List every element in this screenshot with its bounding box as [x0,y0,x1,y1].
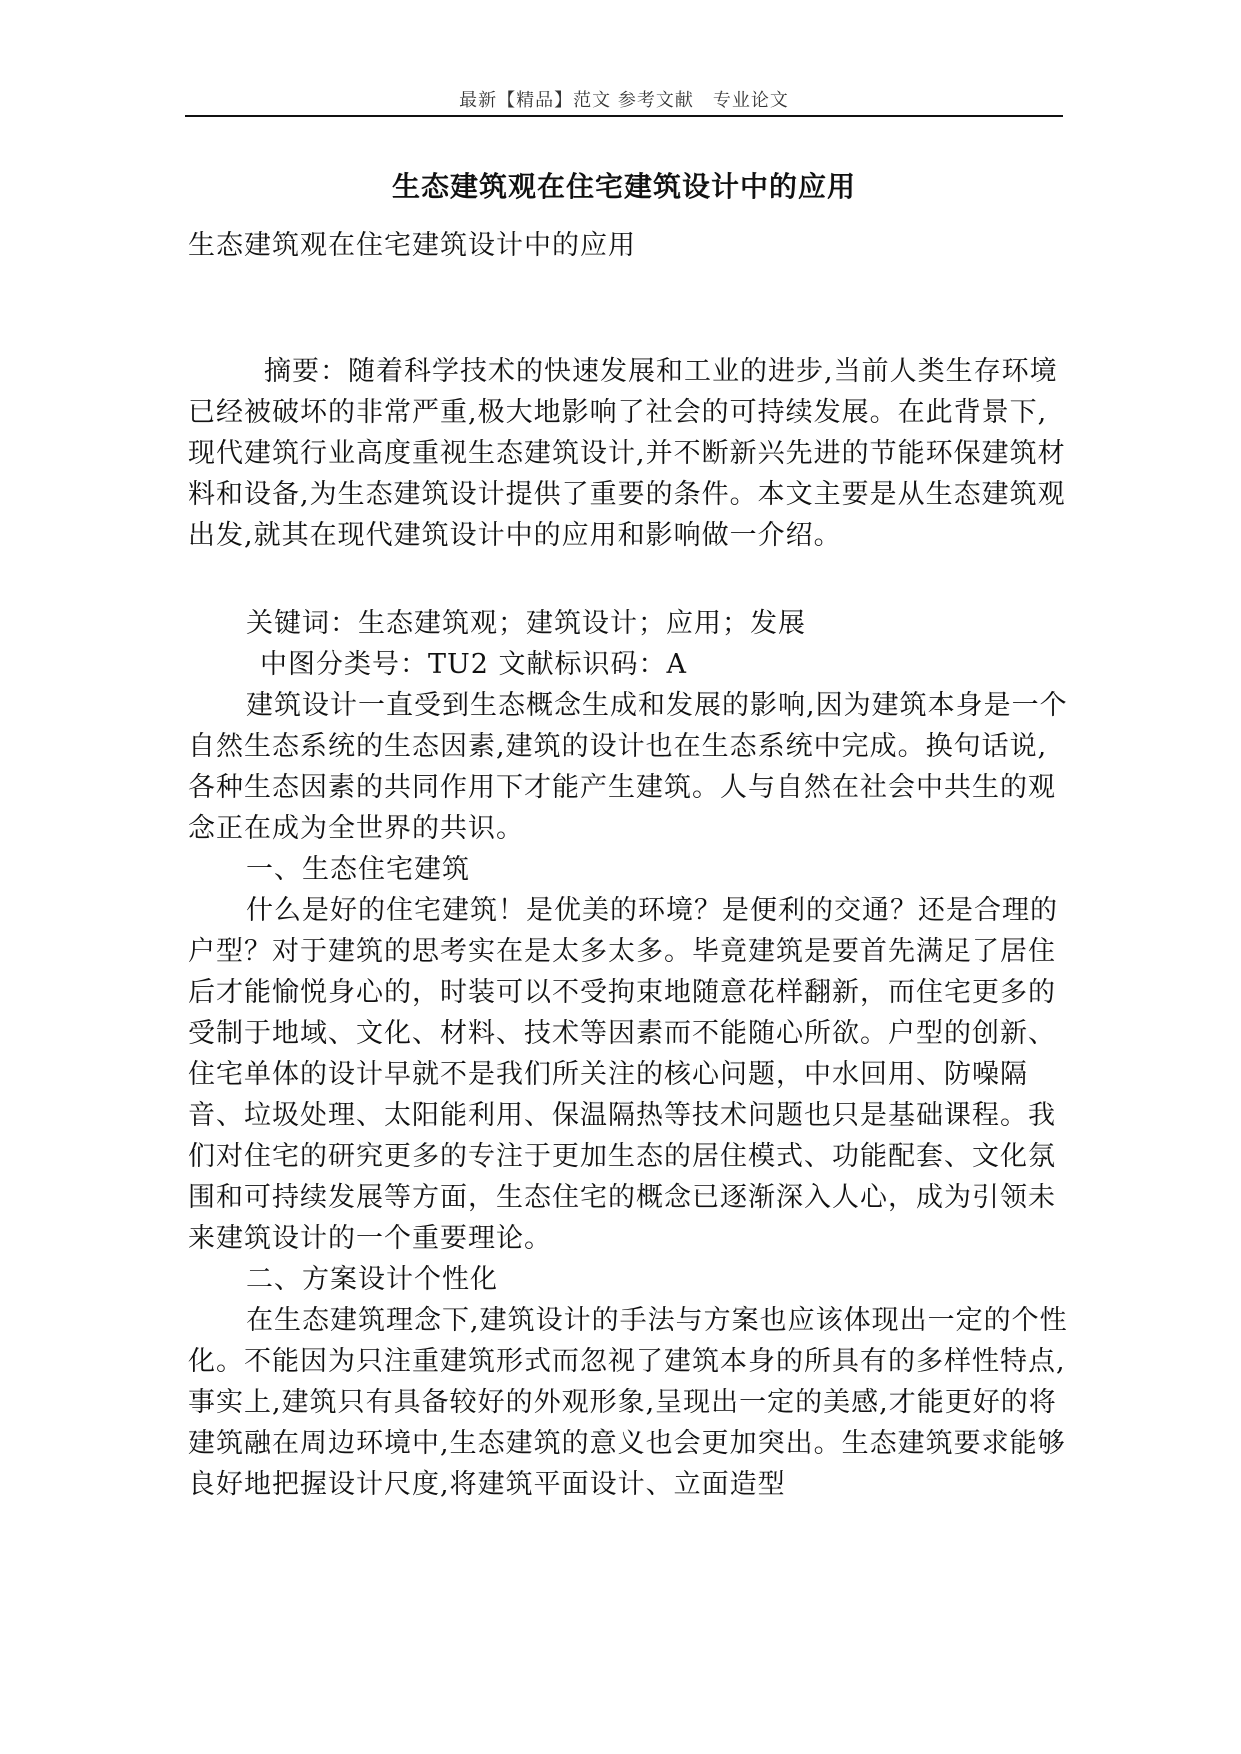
section-heading-2: 二、方案设计个性化 [246,1264,498,1295]
document-subtitle: 生态建筑观在住宅建筑设计中的应用 [188,230,636,261]
section-heading-1: 一、生态住宅建筑 [246,854,470,885]
section-2-paragraph: 在生态建筑理念下,建筑设计的手法与方案也应该体现出一定的个性化。不能因为只注重建筑形式而忽视了建筑本身的所具有的多样性特点,事实上,建筑只有具备较好的外观形象,呈现出一定的美感,才能更好的将建筑融在周边环境中,生态建筑的意义也会更加突出。生态建筑要求能够良好地把握设计尺度,将建筑平面设计、立面造型 [188,1305,1068,1500]
keywords-line: 关键词：生态建筑观；建筑设计；应用；发展 [246,608,806,639]
section-1-paragraph: 什么是好的住宅建筑！是优美的环境？是便利的交通？还是合理的户型？对于建筑的思考实在是太多太多。毕竟建筑是要首先满足了居住后才能愉悦身心的，时装可以不受拘束地随意花样翻新，而住宅更多的受制于地域、文化、材料、技术等因素而不能随心所欲。户型的创新、住宅单体的设计早就不是我们所关注的核心问题，中水回用、防噪隔音、垃圾处理、太阳能利用、保温隔热等技术问题也只是基础课程。我们对住宅的研究更多的专注于更加生态的居住模式、功能配套、文化氛围和可持续发展等方面，生态住宅的概念已逐渐深入人心，成为引领未来建筑设计的一个重要理论。 [188,895,1058,1254]
intro-paragraph: 建筑设计一直受到生态概念生成和发展的影响,因为建筑本身是一个自然生态系统的生态因素,建筑的设计也在生态系统中完成。换句话说,各种生态因素的共同作用下才能产生建筑。人与自然在社会中共生的观念正在成为全世界的共识。 [188,690,1068,844]
page-header: 最新【精品】范文 参考文献 专业论文 [459,90,789,111]
abstract-paragraph: 摘要：随着科学技术的快速发展和工业的进步,当前人类生存环境已经被破坏的非常严重,极大地影响了社会的可持续发展。在此背景下,现代建筑行业高度重视生态建筑设计,并不断新兴先进的节能环保建筑材料和设备,为生态建筑设计提供了重要的条件。本文主要是从生态建筑观出发,就其在现代建筑设计中的应用和影响做一介绍。 [188,356,1066,551]
document-title: 生态建筑观在住宅建筑设计中的应用 [391,170,856,203]
document-body [188,225,1068,1505]
header-divider [185,115,1063,117]
classification-line: 中图分类号：TU2 文献标识码：A [260,649,688,680]
